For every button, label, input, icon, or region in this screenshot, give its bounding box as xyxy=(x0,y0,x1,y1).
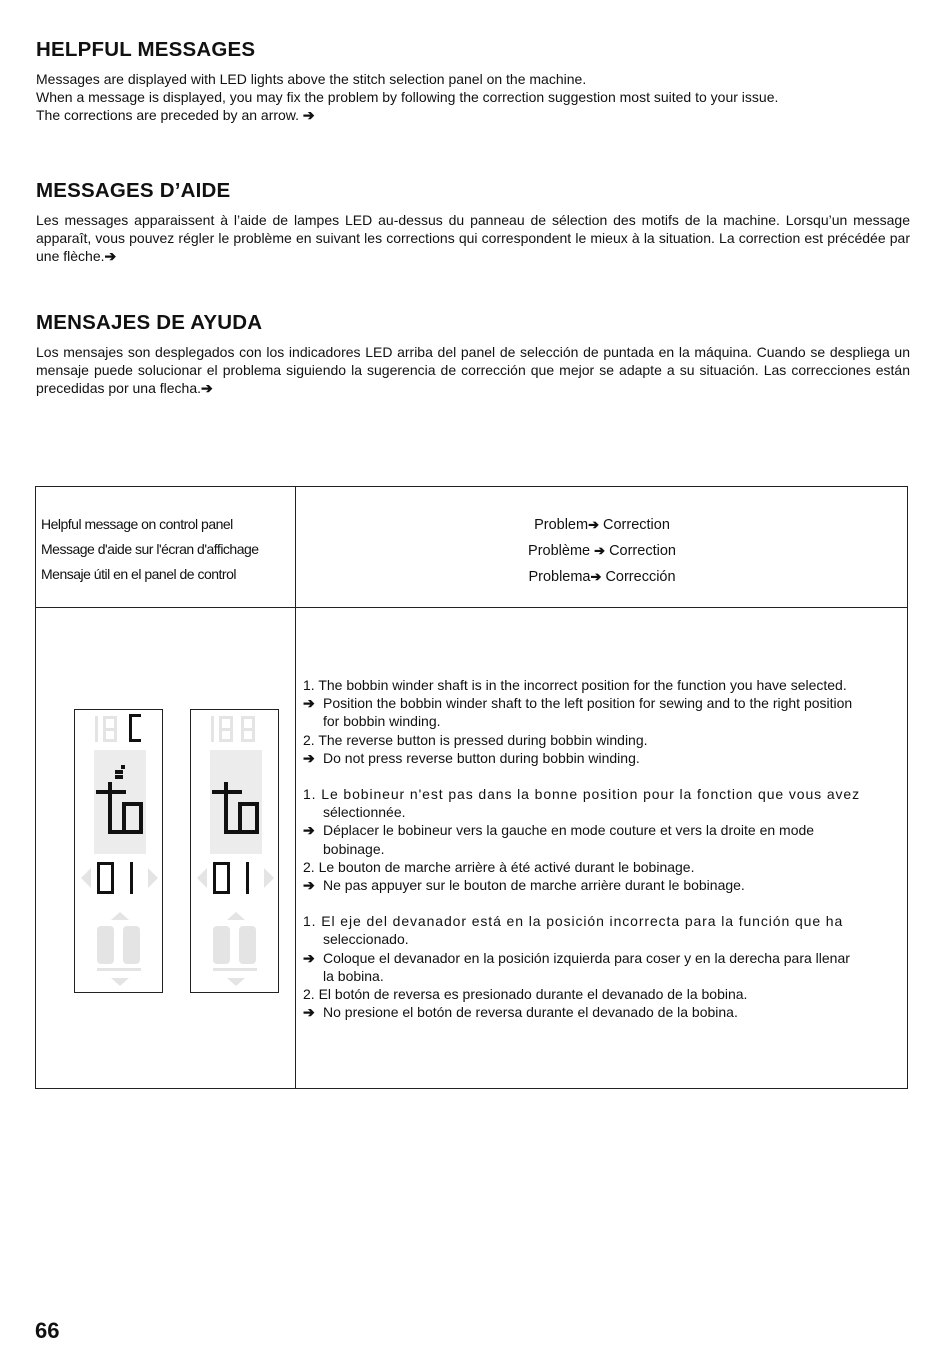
page-number: 66 xyxy=(35,1318,60,1343)
correction-1-es xyxy=(303,949,901,985)
correction-1-en xyxy=(303,694,901,730)
correction-1-en-line-1: Position the bobbin winder shaft to the left position for sewing and to the right position xyxy=(323,695,853,712)
problem-1-fr xyxy=(303,785,901,821)
correction-2-fr-text: Ne pas appuyer sur le bouton de marche arrière durant le bobinage. xyxy=(323,877,745,894)
intro-es-text: Los mensajes son desplegados con los indicadores LED arriba del panel de selección de puntada en la máquina. Cuando se despliega un mensaje puede solucionar el problema siguiendo la sugerencia de corrección que mejor se adapte a su situación. Las correcciones están precedidas por una flecha. xyxy=(36,344,910,397)
header-correction-en: Correction xyxy=(603,517,670,533)
intro-en-line-3: The corrections are preceded by an arrow. xyxy=(36,107,300,124)
correction-1-en-line-2: for bobbin winding. xyxy=(323,713,441,730)
arrow-icon: ➔ xyxy=(302,107,315,124)
lcd-code-c xyxy=(129,714,141,742)
lcd-display-with-c xyxy=(74,709,163,993)
header-problem-en: Problem xyxy=(534,517,589,533)
correction-1-fr-line-2: bobinage. xyxy=(323,840,385,857)
header-right-fr xyxy=(296,538,908,564)
section-helpful-messages xyxy=(36,38,910,125)
arrow-icon: ➔ xyxy=(303,877,315,894)
header-right-es xyxy=(296,564,908,590)
problem-2-en: 2. The reverse button is pressed during bobbin winding. xyxy=(303,731,648,748)
problem-1-en: 1. The bobbin winder shaft is in the incorrect position for the function you have selected. xyxy=(303,677,847,693)
problem-1-es-line-1: 1. El eje del devanador está en la posición incorrecta para la función que ha xyxy=(303,913,844,930)
intro-es xyxy=(36,343,910,398)
block-en xyxy=(303,676,901,767)
block-es xyxy=(303,912,901,1021)
arrow-icon: ➔ xyxy=(303,749,315,766)
problem-1-es-line-2: seleccionado. xyxy=(323,931,409,948)
table-row-divider xyxy=(36,607,907,608)
correction-2-es-text: No presione el botón de reversa durante el devanado de la bobina. xyxy=(323,1004,738,1021)
problem-correction-text xyxy=(303,676,901,1039)
correction-1-fr-line-1: Déplacer le bobineur vers la gauche en mode couture et vers la droite en mode xyxy=(323,822,815,839)
correction-2-es xyxy=(303,1003,901,1021)
header-problem-fr: Problème xyxy=(528,543,591,559)
correction-1-es-line-1: Coloque el devanador en la posición izquierda para coser y en la derecha para llenar xyxy=(323,949,850,966)
arrow-icon: ➔ xyxy=(303,1004,315,1021)
intro-en xyxy=(36,70,910,125)
section-title-fr: MESSAGES D’AIDE xyxy=(36,179,231,202)
problem-1-fr-line-2: sélectionnée. xyxy=(323,804,406,821)
problem-2-fr: 2. Le bouton de marche arrière à été activé durant le bobinage. xyxy=(303,858,695,875)
correction-2-en xyxy=(303,749,901,767)
header-correction-es: Corrección xyxy=(605,569,676,585)
header-right-en xyxy=(296,512,908,538)
arrow-icon: ➔ xyxy=(201,380,213,397)
header-correction-fr: Correction xyxy=(609,543,676,559)
header-left-fr: Message d'aide sur l'écran d'affichage xyxy=(41,541,259,557)
stitch-number-display xyxy=(213,862,249,894)
correction-1-fr xyxy=(303,821,901,857)
section-messages-d-aide xyxy=(36,179,910,266)
section-title-en: HELPFUL MESSAGES xyxy=(36,38,256,61)
arrow-icon: ➔ xyxy=(590,569,602,584)
block-fr xyxy=(303,785,901,894)
problem-1-fr-line-1: 1. Le bobineur n'est pas dans la bonne position pour la fonction que vous avez xyxy=(303,786,860,803)
arrow-icon: ➔ xyxy=(303,822,315,839)
table-header-left xyxy=(41,512,259,587)
problem-2-es: 2. El botón de reversa es presionado durante el devanado de la bobina. xyxy=(303,986,748,1003)
arrow-icon: ➔ xyxy=(594,543,606,558)
header-left-es: Mensaje útil en el panel de control xyxy=(41,566,236,582)
section-mensajes-de-ayuda xyxy=(36,311,910,398)
lcd-display-without-c xyxy=(190,709,279,993)
intro-fr xyxy=(36,211,910,266)
stitch-number-display xyxy=(97,862,133,894)
arrow-icon: ➔ xyxy=(104,248,117,265)
lcd-panel-graphic xyxy=(75,710,164,994)
correction-1-es-line-2: la bobina. xyxy=(323,967,384,984)
intro-en-line-1: Messages are displayed with LED lights above the stitch selection panel on the machine. xyxy=(36,71,587,87)
table-header-right xyxy=(296,512,908,590)
intro-fr-text: Les messages apparaissent à l’aide de lampes LED au-dessus du panneau de sélection des motifs de la machine. Lorsqu’un message apparaît, vous pouvez régler le problème en suivant les corrections qui correspondent le mieux à la situation. La correction est précédée par une flèche. xyxy=(36,212,910,265)
messages-table xyxy=(35,486,908,1089)
section-title-es: MENSAJES DE AYUDA xyxy=(36,311,263,334)
correction-2-fr xyxy=(303,876,901,894)
intro-en-line-2: When a message is displayed, you may fix the problem by following the correction suggestion most suited to your issue. xyxy=(36,89,779,106)
header-problem-es: Problema xyxy=(528,569,591,585)
problem-1-es xyxy=(303,912,901,948)
arrow-icon: ➔ xyxy=(303,695,315,712)
arrow-icon: ➔ xyxy=(588,517,599,532)
arrow-icon: ➔ xyxy=(303,949,315,966)
correction-2-en-text: Do not press reverse button during bobbin winding. xyxy=(323,749,640,766)
header-left-en: Helpful message on control panel xyxy=(41,516,233,532)
lcd-panel-graphic xyxy=(191,710,280,994)
